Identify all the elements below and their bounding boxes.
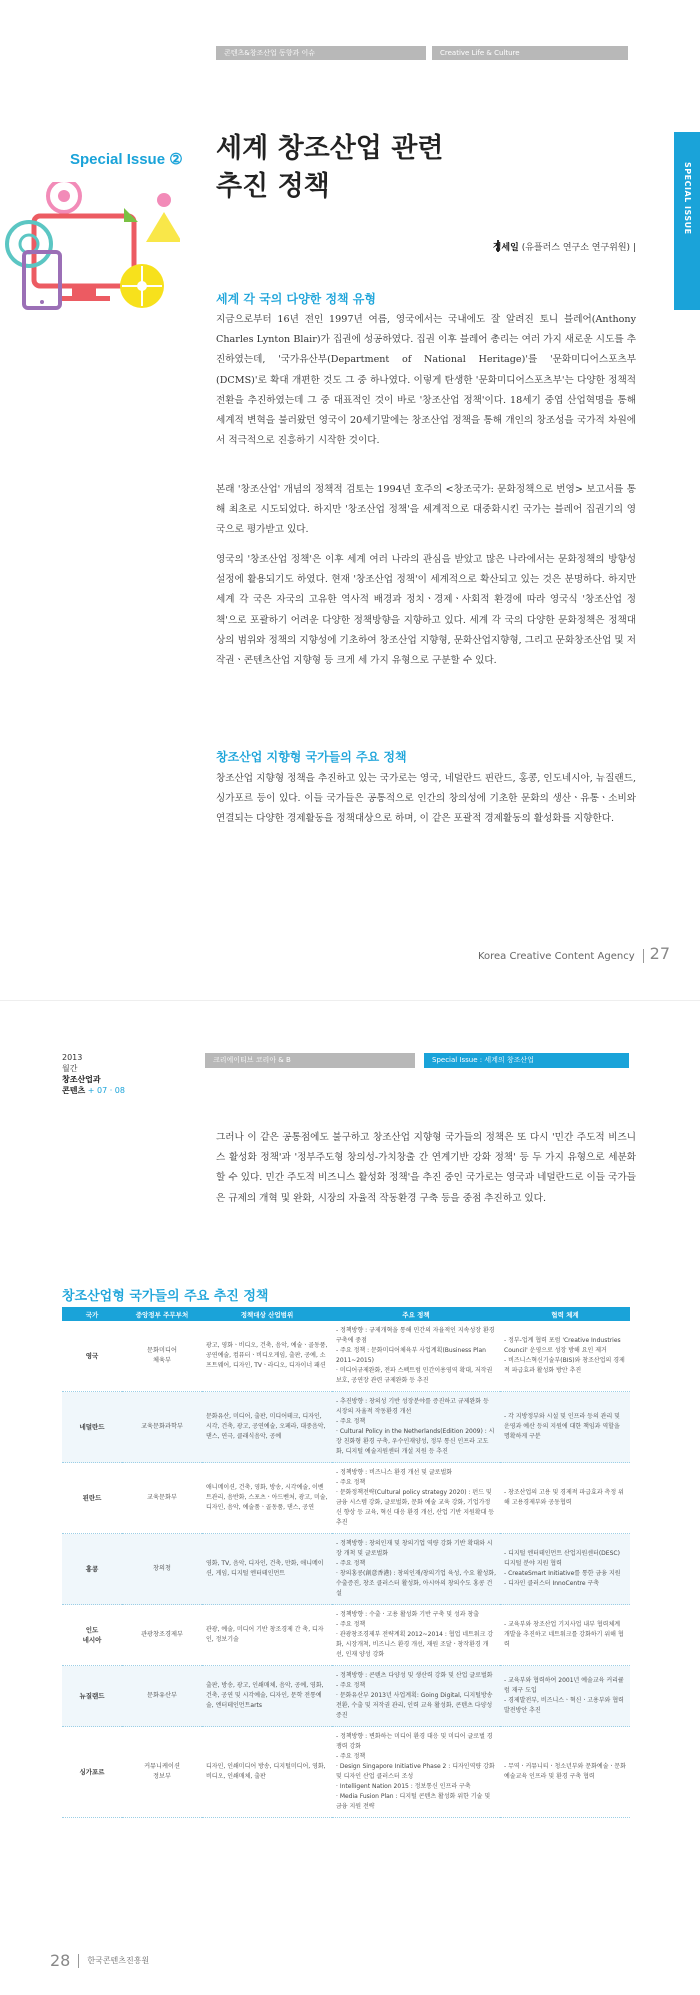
cell-country: 싱가포르 xyxy=(62,1727,122,1818)
cell-cooperation: - 정부-업계 협력 포럼 'Creative Industries Council' 운영으로 성장 방해 요인 제거 - 비즈니스혁신기술부(BIS)와 창조산업의 경제적 파급효과 활성화 방안 추진 xyxy=(500,1321,630,1392)
page-number-28: 28 xyxy=(50,1951,71,1970)
cell-ministry: 문화미디어 체육부 xyxy=(122,1321,202,1392)
cell-ministry: 교육문화부 xyxy=(122,1463,202,1534)
cell-scope: 관광, 예술, 미디어 기반 창조경제 간 축, 디자인, 정보기술 xyxy=(202,1605,332,1666)
cell-ministry: 창의청 xyxy=(122,1534,202,1605)
paragraph-2: 본래 '창조산업' 개념의 정책적 검토는 1994년 호주의 <창조국가: 문화정책으로 번영> 보고서를 통해 최초로 시도되었다. 하지만 '창조산업 정책'을 세계적으로 대중화시킨 국가는 블레어 집권기의 영국으로 평가받고 있다. xyxy=(216,484,636,536)
cell-policy: - 정책방향 : 창의인재 및 창의기업 역량 강화 기반 확대와 시장 개척 및 글로벌화 - 주요 정책 · 창의홍콩(創意香港) : 창의인재/창의기업 육성, 수요 활성화, 수출증진, 창조 클러스터 활성화, 아시아의 창의수도 홍콩 건설 xyxy=(332,1534,500,1605)
section-heading-creative-industry: 창조산업 지향형 국가들의 주요 정책 xyxy=(216,750,407,764)
paragraph-5: 그러나 이 같은 공통점에도 불구하고 창조산업 지향형 국가들의 정책은 또 다시 '민간 주도적 비즈니스 활성화 정책'과 '정부주도형 창의성-가치창출 간 연계기반 강화 정책' 등 두 가지 유형으로 세분화 할 수 있다. 민간 주도적 비즈니스 활성화 정책'을 추진 중인 국가로는 영국과 네덜란드로 이들 국가들은 규제의 개혁 및 완화, 시장의 자율적 작동환경 구축 등을 중점 추진하고 있다. xyxy=(216,1132,636,1204)
header-ministry: 중앙정부 주무부처 xyxy=(122,1307,202,1321)
cell-cooperation: - 무역ㆍ커뮤니티ㆍ청소년부와 문화예술ㆍ문화 예술교육 인프라 및 환경 구축 협력 xyxy=(500,1727,630,1818)
cell-ministry: 관광창조경제부 xyxy=(122,1605,202,1666)
author-end-bar: | xyxy=(632,243,636,253)
side-tab-label: SPECIAL ISSUE xyxy=(683,162,692,235)
mag-title-1: 창조산업과 xyxy=(62,1075,101,1084)
cell-ministry: 교육문화과학부 xyxy=(122,1392,202,1463)
table-row xyxy=(62,1727,630,1818)
author-affiliation: (유플러스 연구소 연구위원) xyxy=(521,243,631,253)
table-row xyxy=(62,1392,630,1463)
cell-policy: - 추진방향 : 창의성 기반 성장분야를 증진하고 규제완화 등 시장의 자율적 작동환경 개선 - 주요 정책 · Cultural Policy in the Netherlands(Edition 2009) : 시장 친화형 환경 구축, 우수인재양성, 정부 통신 인프라 고도화, 디지털 예술지원센터 개설 지원 등 추진 xyxy=(332,1392,500,1463)
tab-content-trends: 콘텐츠&창조산업 동향과 이슈 xyxy=(216,46,426,60)
cell-country: 뉴질랜드 xyxy=(62,1666,122,1727)
table-row xyxy=(62,1534,630,1605)
mag-month: 월간 xyxy=(62,1064,78,1073)
cell-policy: - 정책방향 : 비즈니스 환경 개선 및 글로벌화 - 주요 정책 · 문화정책전략(Cultural policy strategy 2020) : 펀드 및 금융 시스템 강화, 글로벌화, 문화 예술 교육 강화, 기업가정신 향상 등 교육, 혁신 대응 환경 개선, 산업 기반 지원확대 등 추진 xyxy=(332,1463,500,1534)
page-28-footer xyxy=(50,1951,149,1970)
header-scope: 정책대상 산업범위 xyxy=(202,1307,332,1321)
header-cooperation: 협력 체계 xyxy=(500,1307,630,1321)
cell-cooperation: - 창조산업의 고용 및 경제적 파급효과 측정 위해 고용경제부와 공동협력 xyxy=(500,1463,630,1534)
page-27-footer xyxy=(478,944,670,963)
table-row xyxy=(62,1463,630,1534)
footer-publisher-kr: 한국콘텐츠진흥원 xyxy=(87,1956,150,1965)
cell-country: 영국 xyxy=(62,1321,122,1392)
cell-policy: - 정책방향 : 변화하는 미디어 환경 대응 및 미디어 글로벌 경쟁력 강화 - 주요 정책 · Design Singapore Initiative Phase 2 : 디자인역량 강화 및 디자인 산업 클러스터 조성 · Intelligent Nation 2015 : 정보통신 인프라 구축 · Media Fusion Plan : 디지털 콘텐츠 활성화 위한 기술 및 금융 지원 전략 xyxy=(332,1727,500,1818)
tab-creative-life: Creative Life & Culture xyxy=(432,46,628,60)
page-number-27: 27 xyxy=(649,944,670,963)
footer-divider xyxy=(78,1954,79,1968)
footer-divider xyxy=(643,949,644,963)
table-row xyxy=(62,1605,630,1666)
table-row xyxy=(62,1666,630,1727)
paragraph-4: 창조산업 지향형 정책을 추진하고 있는 국가로는 영국, 네덜란드 핀란드, 홍콩, 인도네시아, 뉴질랜드, 싱가포르 등이 있다. 이들 국가들은 공통적으로 인간의 창의성에 기초한 문화의 생산ㆍ유통ㆍ소비와 연결되는 다양한 경제활동을 정책대상으로 하며, 이 같은 포괄적 경제활동의 활성화를 지향한다. xyxy=(216,773,636,825)
table-row xyxy=(62,1321,630,1392)
tab-special-issue: Special Issue : 세계의 창조산업 xyxy=(424,1053,629,1068)
header-policy: 주요 정책 xyxy=(332,1307,500,1321)
footer-publisher: Korea Creative Content Agency xyxy=(477,951,635,962)
cell-ministry: 커뮤니케이션 정보부 xyxy=(122,1727,202,1818)
table-title: 창조산업형 국가들의 주요 추진 정책 xyxy=(62,1289,269,1304)
magazine-masthead xyxy=(62,1052,125,1096)
section-heading-policy-types: 세계 각 국의 다양한 정책 유형 xyxy=(216,292,376,306)
author xyxy=(493,240,636,253)
tab-creative-korea: 크리에이티브 코리아 & B xyxy=(205,1053,415,1068)
header-country: 국가 xyxy=(62,1307,122,1321)
page-title xyxy=(216,130,616,206)
cell-scope: 광고, 영화ㆍ비디오, 건축, 음악, 예술ㆍ골동품, 공연예술, 컴퓨터ㆍ비디오게임, 출판, 공예, 소프트웨어, 디자인, TVㆍ라디오, 디자이너 패션 xyxy=(202,1321,332,1392)
cell-cooperation: - 각 지방정부와 시설 및 인프라 등의 관리 및 운영과 예산 등의 지원에 대한 책임과 역할을 명확하게 구분 xyxy=(500,1392,630,1463)
table-header-row xyxy=(62,1307,630,1321)
cell-scope: 디자인, 인쇄미디어 방송, 디지털미디어, 영화, 비디오, 인쇄매체, 출판 xyxy=(202,1727,332,1818)
cell-policy: - 정책방향 : 규제개혁을 통해 민간의 자율적인 지속성장 환경 구축에 중점 - 주요 정책 : 문화미디어체육부 사업계획(Business Plan 2011~2015) · 미디어규제완화, 전파 스펙트럼 민간이용영역 확대, 저작권 보호, 공연장 관련 규제완화 등 추진 xyxy=(332,1321,500,1392)
cell-cooperation: - 교육부와 협력하여 2001년 예술교육 커리큘럼 재구 도입 - 경제발전부, 비즈니스ㆍ혁신ㆍ고용부와 협력 발전방안 추진 xyxy=(500,1666,630,1727)
mag-issue: + 07 · 08 xyxy=(87,1086,125,1095)
cell-country: 핀란드 xyxy=(62,1463,122,1534)
paragraph-1: 지금으로부터 16년 전인 1997년 여름, 영국에서는 국내에도 잘 알려진 토니 블레어(Anthony Charles Lynton Blair)가 집권에 성공하였다. 집권 이후 블레어 총리는 여러 가지 새로운 시도를 추진하였는데, '국가유산부(Department of National Heritage)'를 '문화미디어스포츠부(DCMS)'로 확대 개편한 것도 그 중 하나였다. 이렇게 탄생한 '문화미디어스포츠부'는 다양한 정책적 전환을 추진하였는데 그 중 대표적인 것이 바로 '창조산업 정책'이다. 18세기 중엽 산업혁명을 통해 세계적 변혁을 불러왔던 영국이 20세기말에는 창조산업 정책을 통해 개인의 창조성을 국가적 차원에서 적극적으로 진흥하기 시작한 것이다. xyxy=(216,314,636,447)
title-line-1: 세계 창조산업 관련 xyxy=(216,133,444,164)
cell-country: 네덜란드 xyxy=(62,1392,122,1463)
cell-country: 인도 네시아 xyxy=(62,1605,122,1666)
side-tab xyxy=(674,132,700,310)
cell-scope: 출판, 방송, 광고, 인쇄매체, 음악, 공예, 영화, 건축, 공연 및 시각예술, 디자인, 문학 전통예술, 엔터테인먼트arts xyxy=(202,1666,332,1727)
paragraph-3: 영국의 '창조산업 정책'은 이후 세계 여러 나라의 관심을 받았고 많은 나라에서는 문화정책의 방향성 설정에 활용되기도 하였다. 현재 '창조산업 정책'이 세계적으로 확산되고 있는 것은 분명하다. 하지만 세계 각 국은 자국의 고유한 역사적 배경과 정치ㆍ경제ㆍ사회적 환경에 따라 영국식 '창조산업 정책'으로 포괄하기 어려운 다양한 정책방향을 지향하고 있다. 세계 각 국의 다양한 문화정책은 정책대상의 범위와 정책의 지향성에 기초하여 창조산업 지향형, 문화산업지향형, 그리고 문화창조산업 및 저작권ㆍ콘텐츠산업 지향형 등 크게 세 가지 유형으로 구분할 수 있다. xyxy=(216,554,636,667)
policy-table xyxy=(62,1307,630,1818)
cell-country: 홍콩 xyxy=(62,1534,122,1605)
special-issue-label: Special Issue ② xyxy=(70,151,183,168)
cell-scope: 문화유산, 미디어, 출판, 미디어테크, 디자인, 시각, 건축, 광고, 공연예술, 오페라, 대중음악, 댄스, 연극, 클래식음악, 공예 xyxy=(202,1392,332,1463)
cell-cooperation: - 교육부와 창조산업 기지사업 내부 협력체계 개발을 추진하고 네트워크를 강화하기 위해 협력 xyxy=(500,1605,630,1666)
author-name: 정세일 xyxy=(492,243,519,253)
cell-ministry: 문화유산부 xyxy=(122,1666,202,1727)
mag-title-2: 콘텐츠 xyxy=(62,1086,86,1095)
cell-policy: - 정책방향 : 수출ㆍ고용 활성화 기반 구축 및 성과 창출 - 주요 정책 · 관광창조경제부 전략계획 2012~2014 : 협업 네트워크 강화, 시장개척, 비즈니스 환경 개선, 재원 조달ㆍ창작환경 개선, 인재 양성 강화 xyxy=(332,1605,500,1666)
page-divider xyxy=(0,1000,700,1001)
media-illustration xyxy=(4,182,180,322)
cell-cooperation: - 디지털 엔터테인먼트 산업지원센터(DESC) 디지털 분야 지원 협력 - CreateSmart Initiative를 통한 금융 지원 - 디자인 클러스터 InnoCentre 구축 xyxy=(500,1534,630,1605)
cell-policy: - 정책방향 : 콘텐츠 다양성 및 생산력 강화 및 산업 글로벌화 - 주요 정책 · 문화유산부 2013년 사업계획: Going Digital, 디지털방송전환, 수출 및 저작권 관리, 인력 교육 활성화, 콘텐츠 다양성 증진 xyxy=(332,1666,500,1727)
mag-year: 2013 xyxy=(62,1053,83,1062)
title-line-2: 추진 정책 xyxy=(216,171,330,202)
cell-scope: 영화, TV, 음악, 디자인, 건축, 만화, 애니메이션, 게임, 디지털 엔터테인먼트 xyxy=(202,1534,332,1605)
cell-scope: 애니메이션, 건축, 영화, 방송, 시각예술, 이벤트관리, 음반화, 스포츠ㆍ아드벤처, 광고, 미술, 디자인, 음악, 예술품ㆍ골동품, 댄스, 공연 xyxy=(202,1463,332,1534)
